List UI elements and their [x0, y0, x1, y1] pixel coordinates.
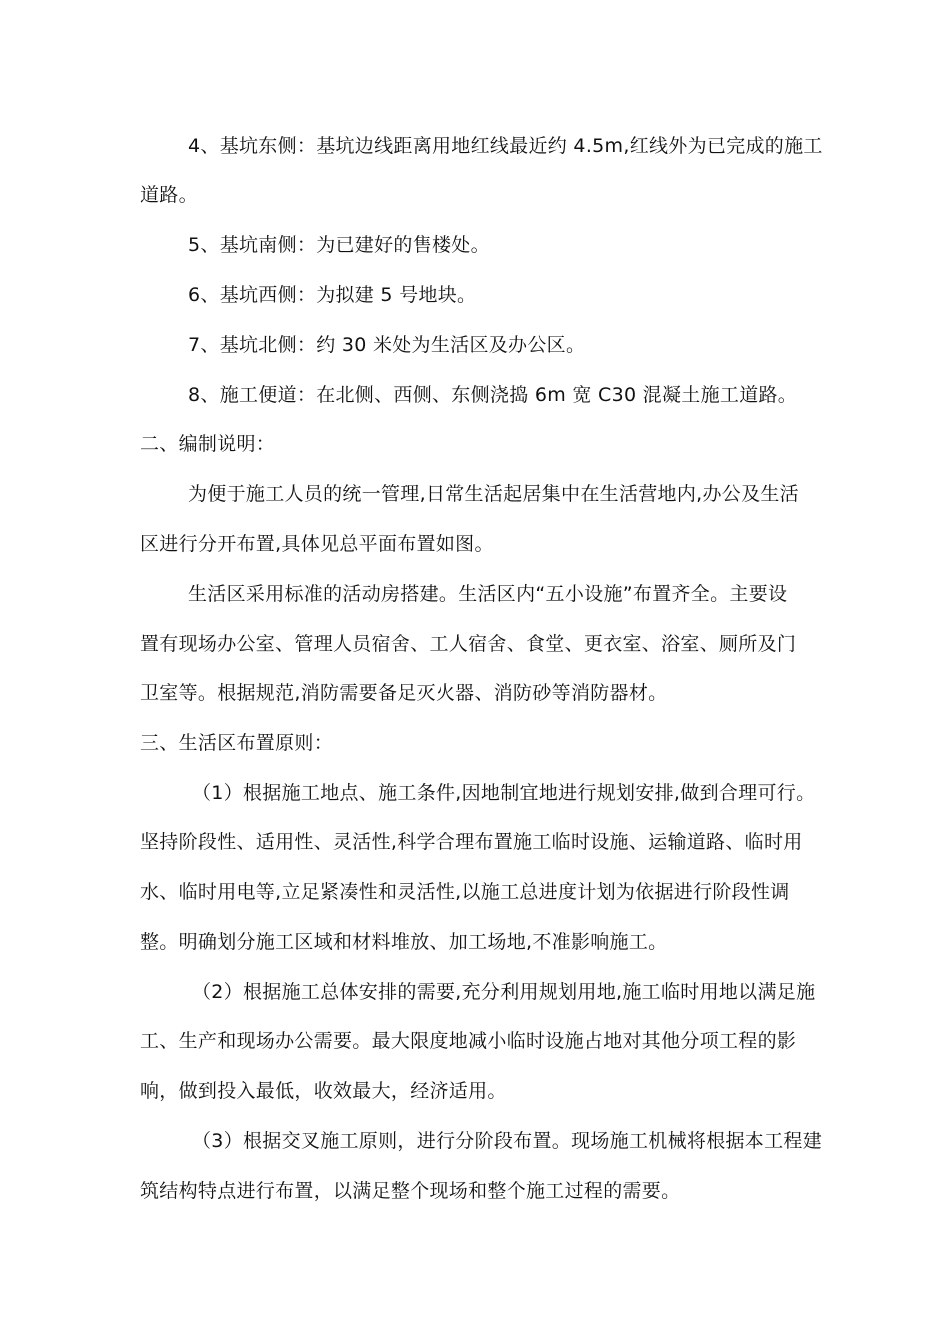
paragraph-compilation-1-cont: 区进行分开布置,具体见总平面布置如图。	[140, 533, 494, 555]
paragraph-west-side: 6、基坑西侧：为拟建 5 号地块。	[188, 284, 477, 306]
paragraph-south-side: 5、基坑南侧：为已建好的售楼处。	[188, 234, 490, 256]
paragraph-compilation-2-cont: 置有现场办公室、管理人员宿舍、工人宿舍、食堂、更衣室、浴室、厕所及门	[140, 633, 797, 655]
paragraph-compilation-2-cont: 卫室等。根据规范,消防需要备足灭火器、消防砂等消防器材。	[140, 682, 668, 704]
paragraph-access-road: 8、施工便道：在北侧、西侧、东侧浇捣 6m 宽 C30 混凝土施工道路。	[188, 384, 798, 406]
paragraph-principle-1-cont: 水、临时用电等,立足紧凑性和灵活性,以施工总进度计划为依据进行阶段性调	[140, 881, 790, 903]
paragraph-principle-1-cont: 坚持阶段性、适用性、灵活性,科学合理布置施工临时设施、运输道路、临时用	[140, 831, 803, 853]
paragraph-north-side: 7、基坑北侧：约 30 米处为生活区及办公区。	[188, 334, 586, 356]
paragraph-east-side: 4、基坑东侧：基坑边线距离用地红线最近约 4.5m,红线外为已完成的施工	[188, 135, 823, 157]
paragraph-principle-2-cont: 响，做到投入最低，收效最大，经济适用。	[140, 1080, 507, 1102]
paragraph-compilation-2: 生活区采用标准的活动房搭建。生活区内“五小设施”布置齐全。主要设	[188, 583, 788, 605]
paragraph-compilation-1: 为便于施工人员的统一管理,日常生活起居集中在生活营地内,办公及生活	[188, 483, 799, 505]
paragraph-principle-2: （2）根据施工总体安排的需要,充分利用规划用地,施工临时用地以满足施	[192, 981, 816, 1003]
paragraph-principle-3: （3）根据交叉施工原则，进行分阶段布置。现场施工机械将根据本工程建	[192, 1130, 822, 1152]
section-heading-compilation: 二、编制说明：	[140, 433, 276, 455]
paragraph-principle-2-cont: 工、生产和现场办公需要。最大限度地减小临时设施占地对其他分项工程的影	[140, 1030, 797, 1052]
paragraph-principle-1: （1）根据施工地点、施工条件,因地制宜地进行规划安排,做到合理可行。	[192, 782, 816, 804]
paragraph-east-side-cont: 道路。	[140, 184, 198, 206]
paragraph-principle-1-cont: 整。明确划分施工区域和材料堆放、加工场地,不准影响施工。	[140, 931, 668, 953]
section-heading-principles: 三、生活区布置原则：	[140, 732, 334, 754]
paragraph-principle-3-cont: 筑结构特点进行布置，以满足整个现场和整个施工过程的需要。	[140, 1180, 681, 1202]
